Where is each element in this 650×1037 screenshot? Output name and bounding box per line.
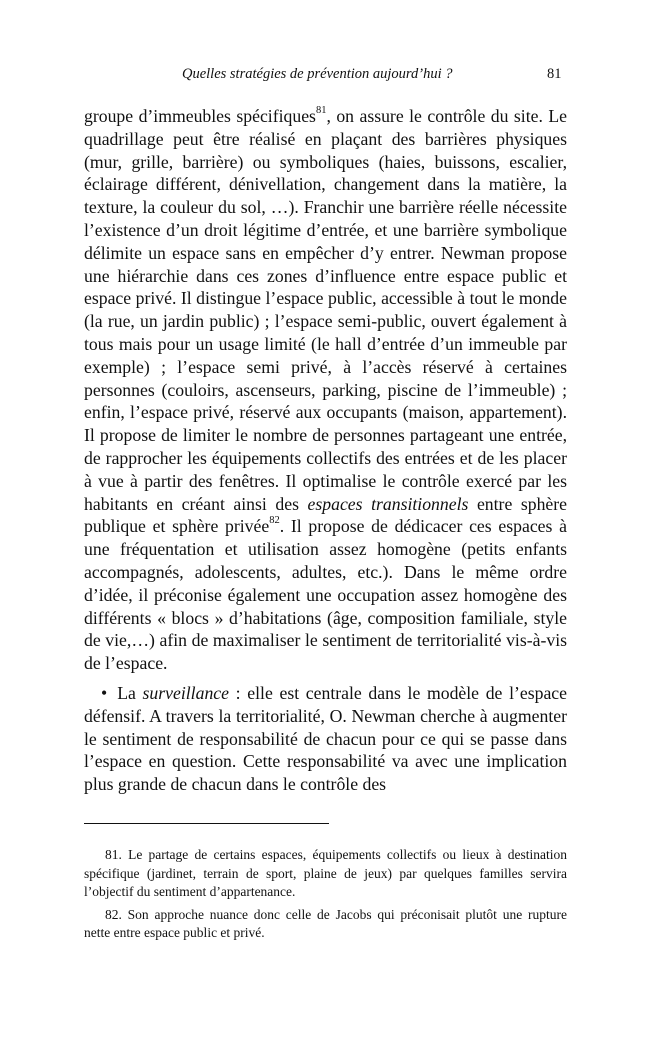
page-number: 81 bbox=[547, 66, 562, 82]
footnotes bbox=[84, 846, 567, 947]
text-run: : elle est centrale dans le modèle de l’espace défensif. A travers la territorialité, O. Newman cherche à augmenter le sentiment de responsabilité de chacun pour ce qui se passe dans l’espace en question. Cette responsabilité va avec une implication plus grande de chacun dans le contrôle des bbox=[84, 682, 568, 795]
bullet-paragraph bbox=[84, 682, 567, 796]
emphasis-text: surveillance bbox=[142, 682, 229, 703]
text-run: . Il propose de dédicacer ces espaces à une fréquentation et utilisation assez homogène (petits enfants accompagnés, adolescents, adultes, etc.). Dans le même ordre d’idée, il préconise également une occupation assez homogène des différents « blocs » d’habitations (âge, composition familiale, style de vie,…) afin de maximaliser le sentiment de territorialité vis-à-vis de l’espace. bbox=[84, 516, 567, 674]
text-run: entre sphère publique et sphère privée bbox=[84, 493, 568, 537]
footnote-number: 81. bbox=[105, 847, 122, 862]
footnote-number: 82. bbox=[105, 906, 122, 922]
footnote-text: Son approche nuance donc celle de Jacobs qui préconisait plutôt une rupture nette entre espace public et privé. bbox=[84, 906, 567, 941]
main-text bbox=[84, 105, 567, 796]
footnote-ref[interactable]: 82 bbox=[269, 515, 280, 527]
paragraph bbox=[84, 105, 567, 675]
footnote-text: Le partage de certains espaces, équipements collectifs ou lieux à destination spécifique (jardinet, terrain de sport, plaine de jeux) par quelques familles servira l’objectif du sentiment d’appartenance. bbox=[84, 847, 567, 900]
footnote bbox=[84, 906, 567, 943]
footnote-ref[interactable]: 81 bbox=[315, 105, 327, 117]
running-title: Quelles stratégies de prévention aujourd’hui ? bbox=[182, 66, 453, 82]
bullet-marker: • bbox=[101, 682, 108, 703]
text-run: La bbox=[117, 682, 136, 703]
footnote bbox=[84, 846, 567, 902]
text-run: , on assure le contrôle du site. Le quadrillage peut être réalisé en plaçant des barrières physiques (mur, grille, barrière) ou symboliques (haies, buissons, escalier, éclairage différent, dénivellation, changement dans la matière, la texture, la couleur du sol, …). Franchir une barrière réelle nécessite l’existence d’un droit légitime d’entrée, et une barrière symbolique délimite un espace sans en empêcher d’y entrer. Newman propose une hiérarchie dans ces zones d’influence entre espace public et espace privé. Il distingue l’espace public, accessible à tout le monde (la rue, un jardin public) ; l’espace semi-public, ouvert également à tous mais pour un usage limité (le hall d’entrée d’un immeuble par exemple) ; l’espace semi privé, à l’accès réservé à certaines personnes (couloirs, ascenseurs, parking, piscine de l’immeuble) ; enfin, l’espace privé, réservé aux occupants (maison, appartement). Il propose de limiter le nombre de personnes partageant une entrée, de rapprocher les équipements collectifs des entrées et de les placer à vue à partir des fenêtres. Il optimalise le contrôle exercé par les habitants en créant ainsi des bbox=[84, 106, 567, 514]
text-run: groupe d’immeubles spécifiques bbox=[84, 106, 316, 126]
emphasis-text: espaces transitionnels bbox=[307, 493, 469, 514]
footnote-separator bbox=[84, 823, 329, 824]
running-header bbox=[0, 66, 650, 86]
